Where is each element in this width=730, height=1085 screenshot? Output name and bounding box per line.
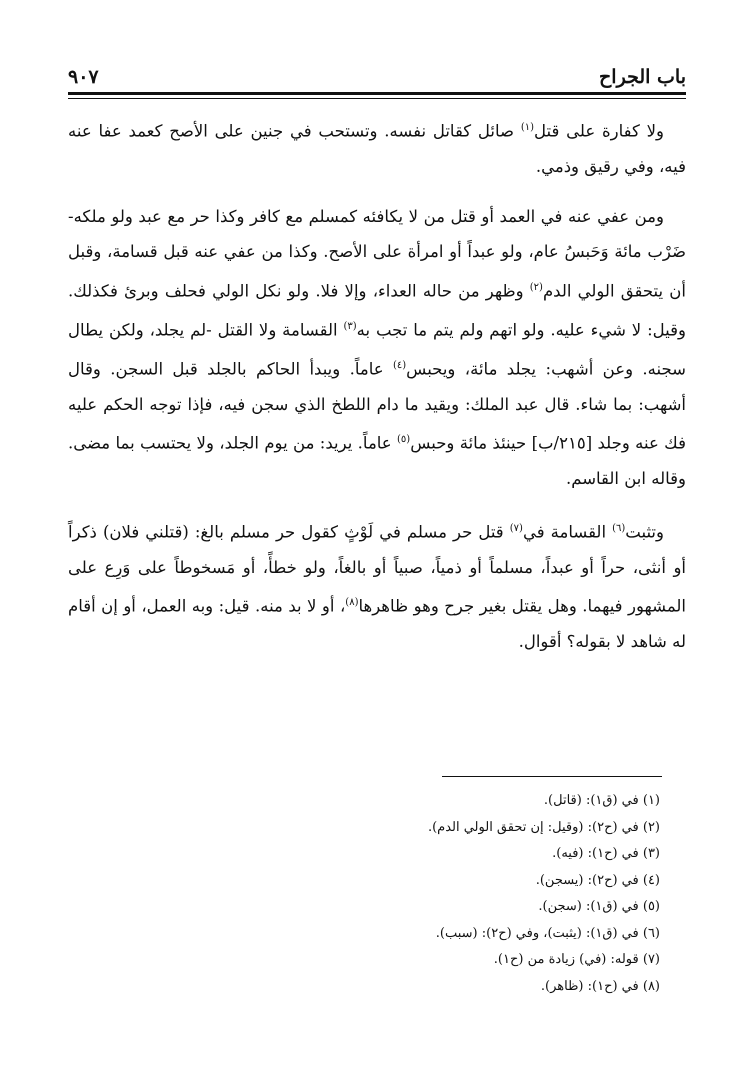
page-header (68, 58, 686, 88)
paragraph-text: القسامة ولا القتل -لم يجلد، ولكن يطال سجنه. وعن أشهب: يجلد مائة، ويحبس (68, 320, 686, 378)
body-paragraph (68, 110, 686, 185)
paragraph-text: قتل حر مسلم في لَوْثٍ كقول حر مسلم بالغ: (قتلني فلان) ذكراً أو أنثى، حراً أو عبداً، مسلماً أو ذمياً، صبياً أو بالغاً، ولو خطأً، أو مَسخوطاً على وَرِع على المشهور فيهما. وهل يقتل بغير جرح وهو ظاهرها (68, 522, 686, 616)
footnote: (٦) في (ق١): (يثبت)، وفي (ح٢): (سبب). (435, 925, 660, 941)
footnote: (٢) في (ح٢): (وقيل: إن تحقق الولي الدم). (427, 819, 660, 835)
footnote-marker: (٧) (509, 522, 523, 534)
footnotes-list (100, 788, 660, 1000)
footnote-marker: (٥) (397, 434, 411, 445)
footnote-marker: (٤) (392, 359, 407, 371)
paragraph-text: وظهر من حاله العداء، وإلا فلا. ولو نكل الولي فحلف وبرئ فكذلك. وقيل: لا شيء عليه. ولو اتهم ولم يتم ما تجب به (68, 281, 686, 339)
paragraph-text: ، أو لا بد منه. قيل: وبه العمل، أو إن أقام له شاهد لا بقوله؟ أقوال. (68, 596, 686, 651)
paragraph-text: صائل كقاتل نفسه. وتستحب في جنين على الأصح كعمد عفا عنه فيه، وفي رقيق وذمي. (68, 121, 686, 176)
header-rule-thin (68, 98, 686, 99)
footnote-marker: (٢) (529, 281, 543, 293)
paragraph-text: ولا كفارة على قتل (534, 121, 664, 141)
page-number: ٩٠٧ (68, 66, 99, 88)
footnote-separator (442, 776, 662, 777)
header-rule-thick (68, 92, 686, 95)
paragraph-text: ومن عفي عنه في العمد أو قتل من لا يكافئه كمسلم مع كافر وكذا حر مع عبد ولو ملكه- ضَرْب مائة وَحَبسُ عام، ولو عبداً أو امرأة على الأصح. وكذا من عفي عنه قبل قسامة، وقبل أن يتحقق الولي الدم (68, 206, 686, 300)
paragraph-text: عاماً. ويبدأ الحاكم بالجلد قبل السجن. وقال أشهب: بما شاء. قال عبد الملك: ويقيد ما دام اللطخ الذي سجن فيه، فإذا توجه الحكم عليه فك عنه وجلد [٢١٥/ب] حينئذ مائة وحبس (68, 359, 686, 453)
paragraph-text: عاماً. يريد: من يوم الجلد، ولا يحتسب بما مضى. وقاله ابن القاسم. (68, 433, 686, 488)
footnote: (٥) في (ق١): (سجن). (538, 899, 660, 914)
body-paragraph (68, 199, 686, 497)
main-text (68, 110, 686, 674)
footnote: (١) في (ق١): (قاتل). (543, 793, 660, 808)
footnote: (٧) قوله: (في) زيادة من (ح١). (493, 952, 660, 967)
running-title: باب الجراح (599, 66, 686, 88)
paragraph-text: وتثبت (625, 522, 664, 541)
footnote-marker: (٦) (612, 522, 626, 534)
footnote-marker: (٣) (343, 320, 357, 332)
footnote: (٣) في (ح١): (فيه). (552, 846, 660, 861)
footnote: (٨) في (ح١): (ظاهر). (540, 978, 660, 994)
body-paragraph (68, 511, 686, 660)
footnote-marker: (٨) (345, 597, 359, 608)
paragraph-text: القسامة في (522, 522, 613, 541)
footnote: (٤) في (ح٢): (يسجن). (535, 872, 660, 888)
footnote-marker: (١) (520, 122, 535, 133)
